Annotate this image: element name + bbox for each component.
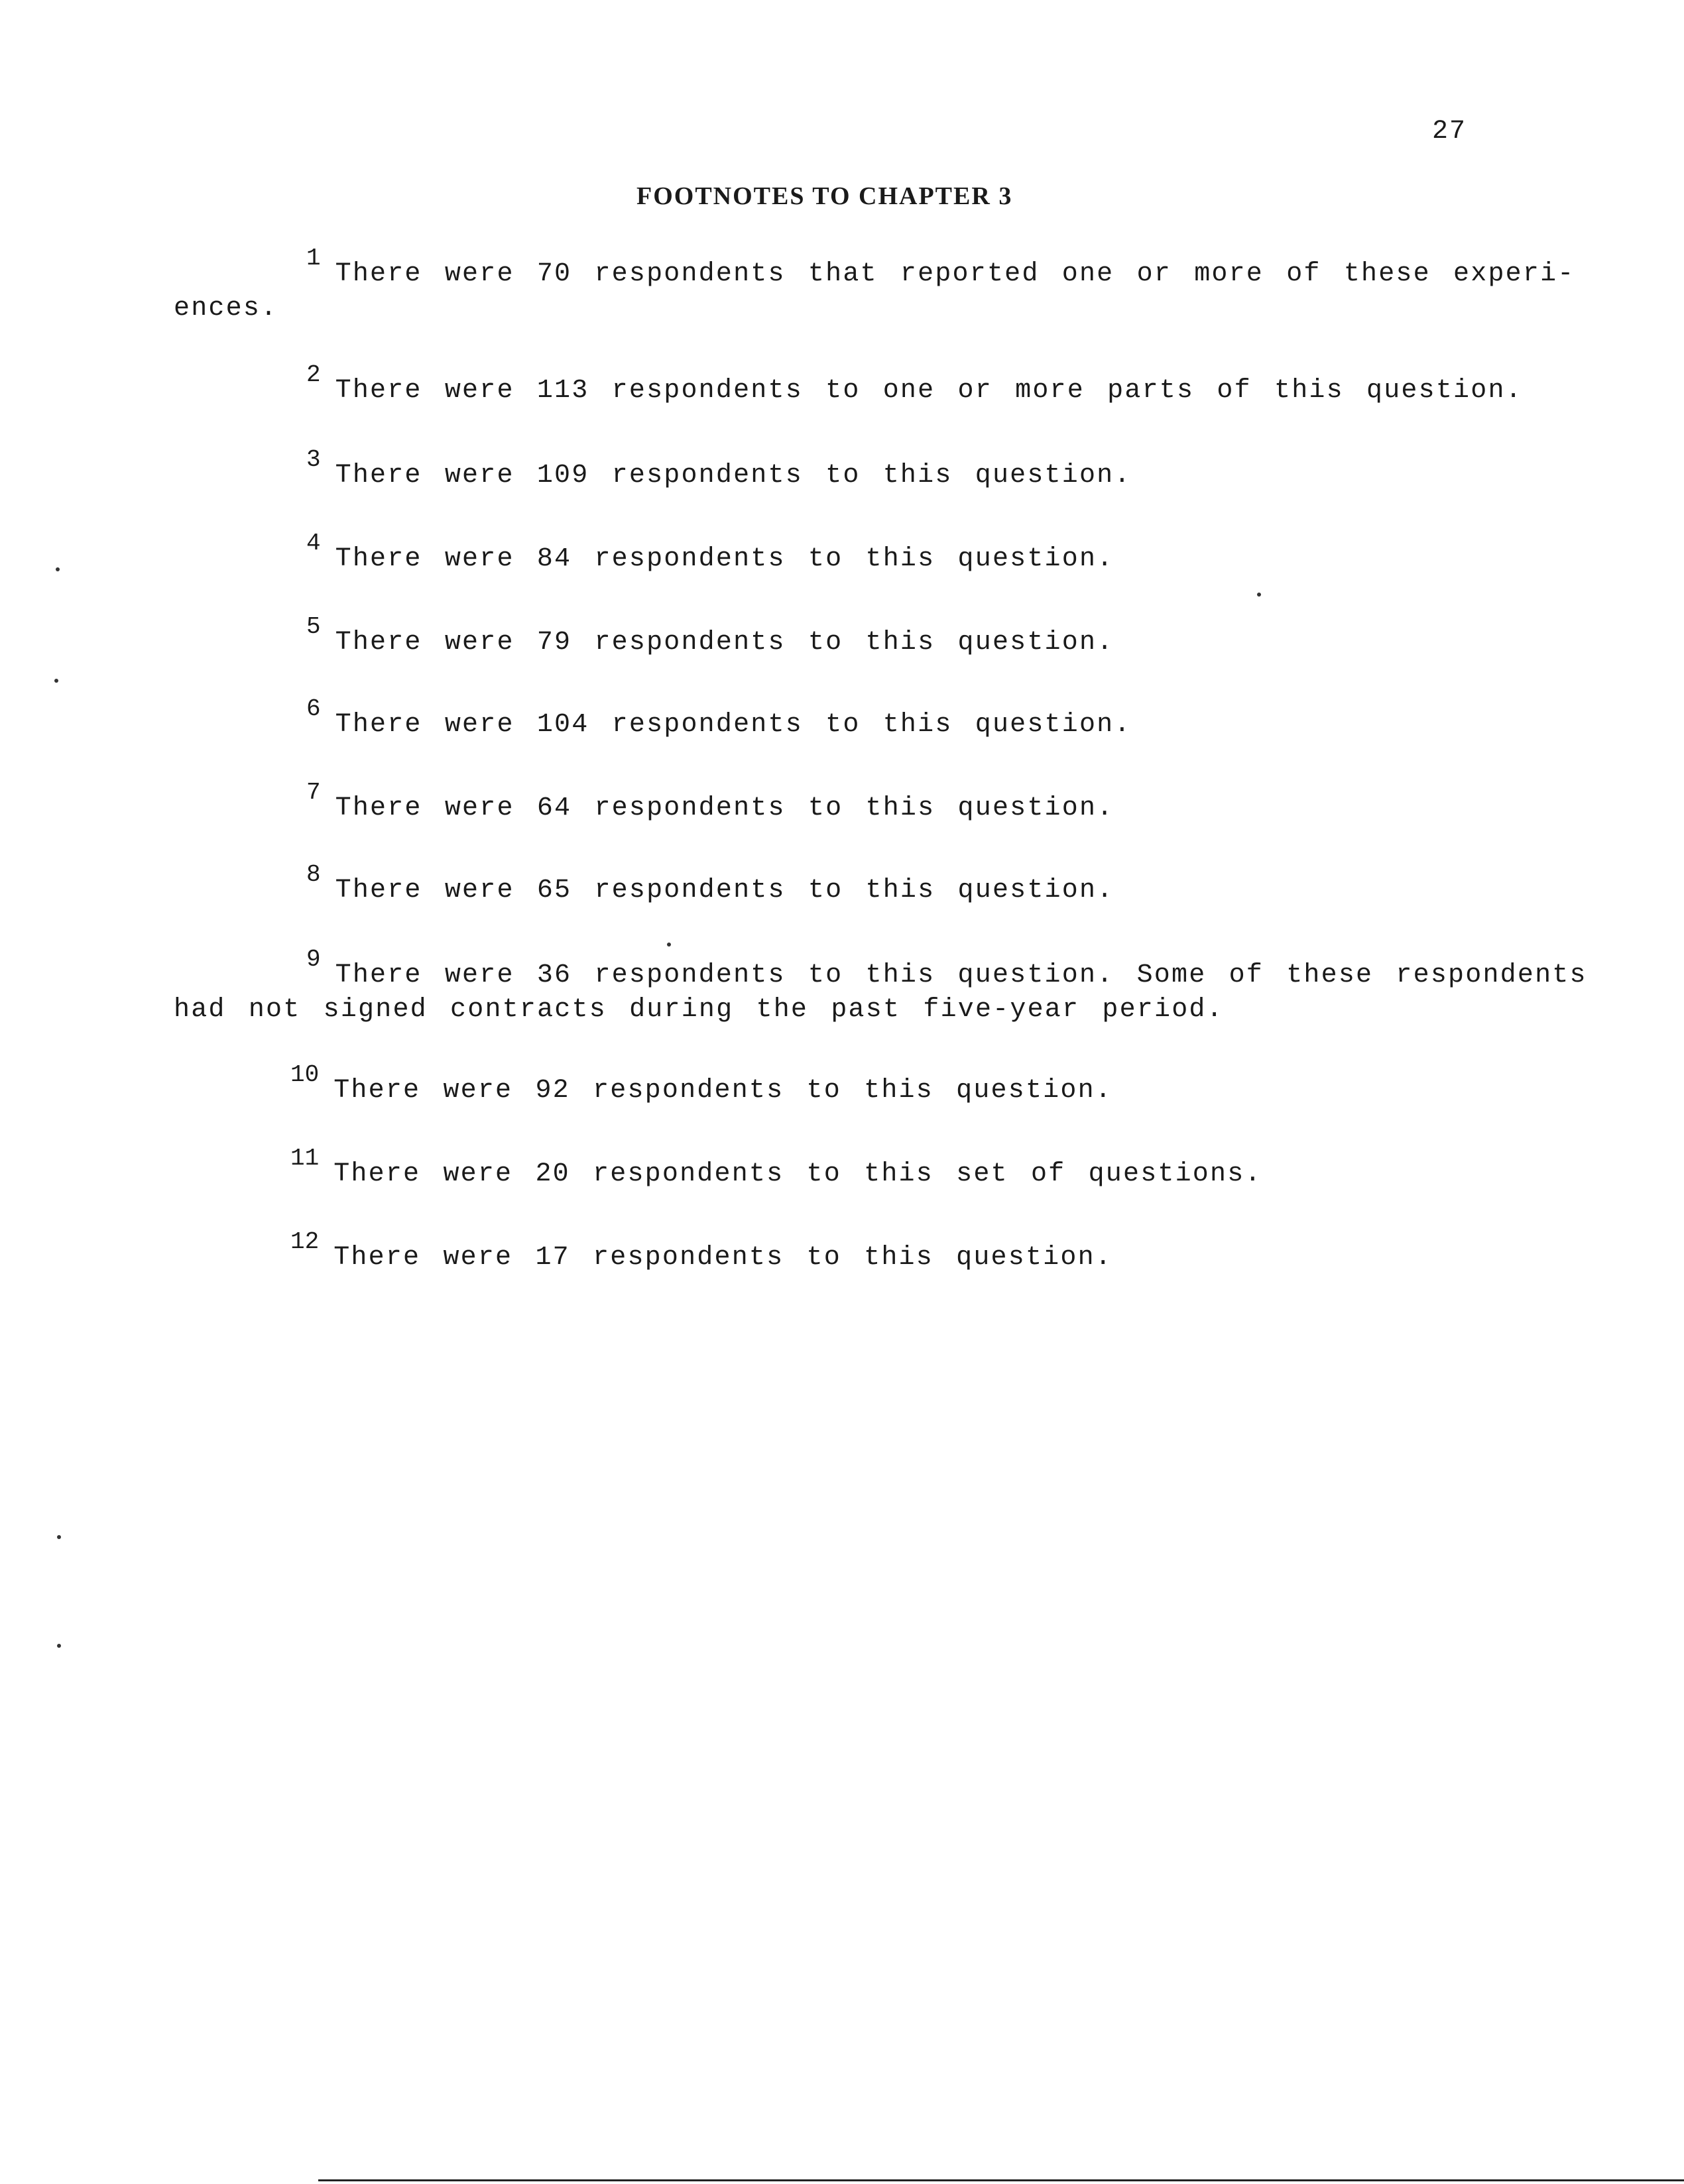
footnote-8 [174,861,1493,908]
footnote-6 [174,695,1493,742]
scan-speck [667,943,671,947]
footnote-number: 10 [290,1061,320,1088]
footnote-line [174,361,1523,408]
footnote-3 [174,446,1493,493]
footnote-10 [174,1061,1493,1108]
footnote-text: There were 20 respondents to this set of questions. [333,1159,1262,1189]
footnote-text: There were 17 respondents to this question. [333,1243,1113,1273]
scan-speck [56,567,60,571]
footnote-text: There were 104 respondents to this question. [335,710,1132,740]
footnote-text: There were 79 respondents to this question. [335,628,1114,658]
footnote-continuation: ences. [174,294,278,323]
footnote-line [174,695,1493,742]
footnote-line [174,779,1493,826]
footnote-9 [174,946,1587,1027]
footnote-number: 12 [290,1228,320,1255]
footnote-11 [174,1145,1493,1192]
footnote-line [174,613,1493,660]
footnote-line [174,530,1493,577]
footnote-number: 9 [306,946,321,973]
footnote-number: 2 [306,361,321,388]
footnote-line [174,446,1493,493]
footnote-number: 8 [306,861,321,888]
page-number: 27 [1432,117,1467,146]
footnote-number: 7 [306,779,321,806]
footnote-number: 6 [306,695,321,722]
footnote-text: There were 64 respondents to this question. [335,793,1114,823]
footnote-number: 4 [306,530,321,557]
footnote-2 [174,361,1523,408]
bottom-rule [318,2179,1684,2181]
footnote-text: There were 92 respondents to this question. [333,1076,1113,1106]
page-title: FOOTNOTES TO CHAPTER 3 [636,182,1013,210]
footnote-line [174,946,1587,993]
footnote-4 [174,530,1493,577]
scan-speck [54,679,58,683]
footnote-line [174,1228,1493,1275]
footnote-line [174,1145,1493,1192]
footnote-number: 3 [306,446,321,473]
footnote-number: 5 [306,613,321,640]
footnote-continuation: had not signed contracts during the past five-year period. [174,995,1224,1025]
footnote-text: There were 70 respondents that reported one or more of these experi- [335,259,1575,289]
scan-speck [57,1535,61,1539]
footnote-text: There were 65 respondents to this question. [335,876,1114,905]
footnote-line [174,1061,1493,1108]
footnote-text: There were 113 respondents to one or more parts of this question. [335,376,1523,406]
footnote-12 [174,1228,1493,1275]
footnote-line [174,861,1493,908]
footnote-number: 1 [306,245,321,272]
footnote-1 [174,245,1575,326]
footnote-line [174,245,1575,292]
footnote-text: There were 84 respondents to this question. [335,544,1114,574]
footnote-text: There were 109 respondents to this question. [335,461,1132,490]
scan-speck [1257,593,1261,597]
footnote-text: There were 36 respondents to this question. Some of these respondents [335,960,1587,990]
footnote-7 [174,779,1493,826]
footnote-5 [174,613,1493,660]
footnote-number: 11 [290,1145,320,1172]
scan-speck [57,1644,61,1648]
